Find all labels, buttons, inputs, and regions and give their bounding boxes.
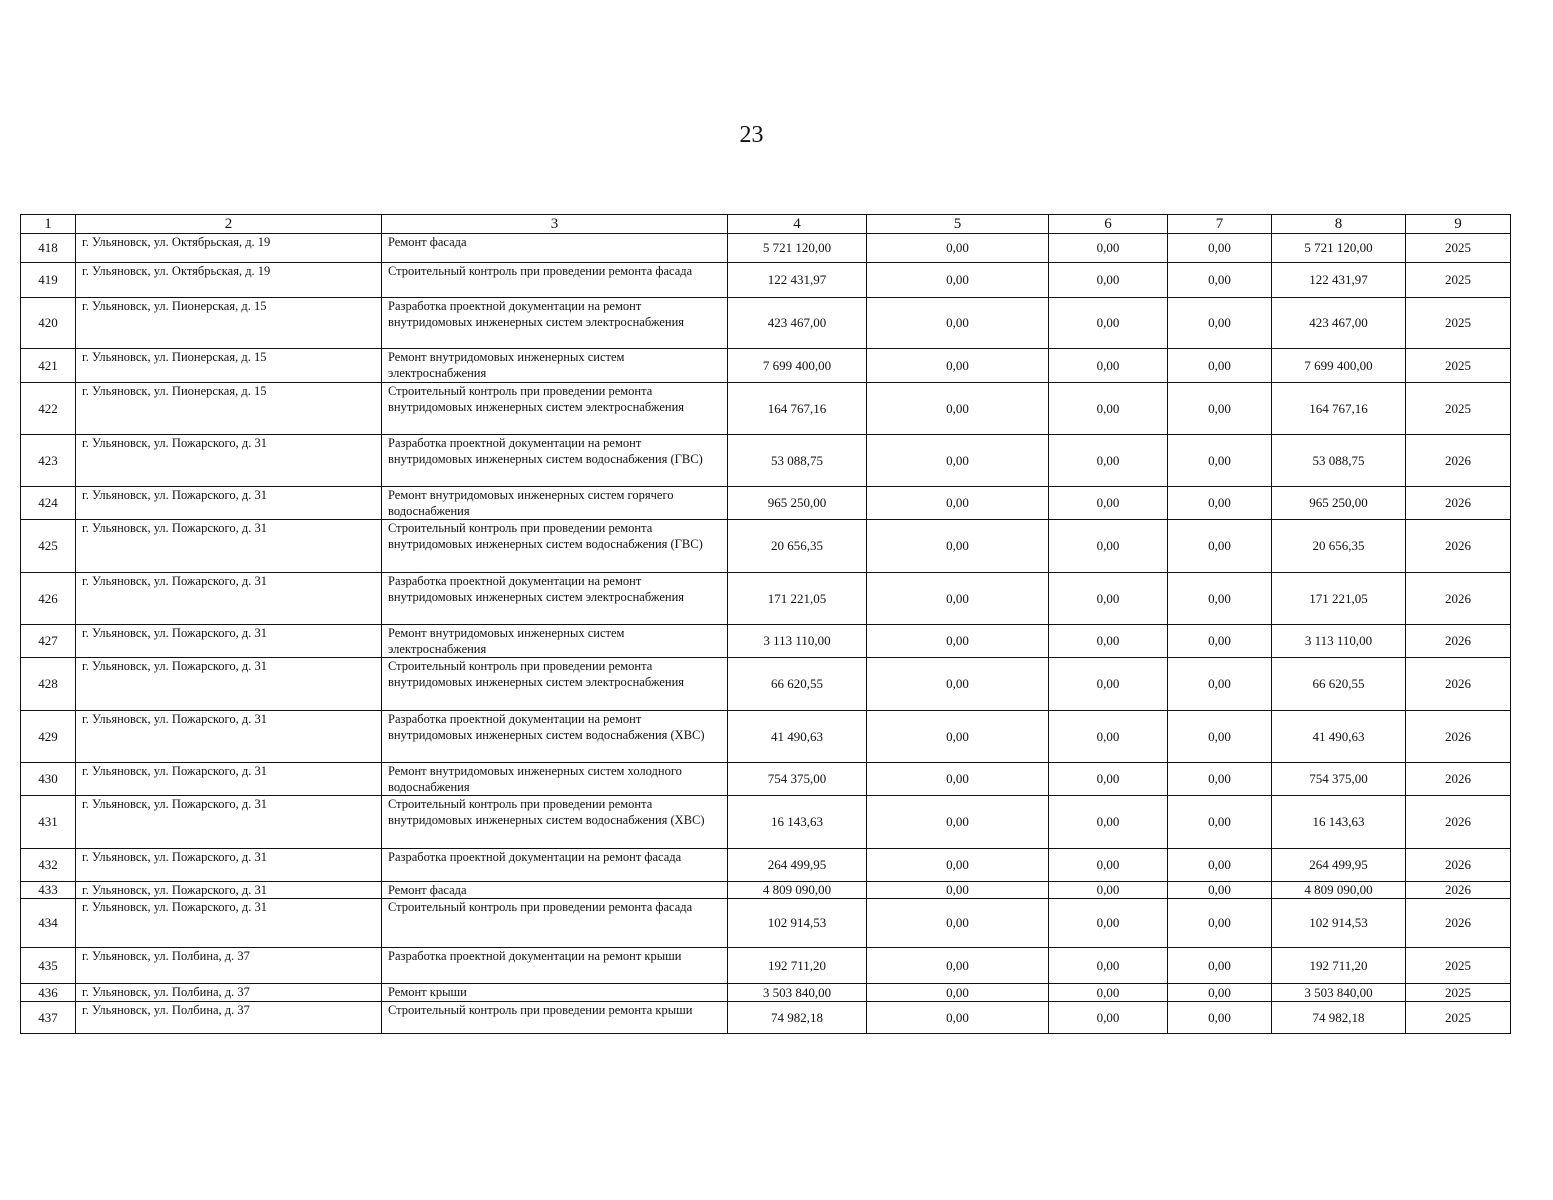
amount-col6-cell: 0,00 — [1049, 435, 1168, 487]
table-row — [21, 298, 1511, 349]
amount-col8-cell: 7 699 400,00 — [1272, 349, 1406, 383]
column-header: 2 — [76, 215, 382, 234]
amount-col8-cell: 53 088,75 — [1272, 435, 1406, 487]
year-cell: 2026 — [1406, 435, 1511, 487]
amount-total-cell: 965 250,00 — [728, 487, 867, 520]
column-header: 7 — [1168, 215, 1272, 234]
amount-col8-cell: 754 375,00 — [1272, 763, 1406, 796]
year-cell: 2026 — [1406, 520, 1511, 573]
amount-col5-cell: 0,00 — [867, 298, 1049, 349]
amount-col8-cell: 264 499,95 — [1272, 849, 1406, 882]
year-cell: 2026 — [1406, 658, 1511, 711]
amount-col8-cell: 74 982,18 — [1272, 1002, 1406, 1034]
amount-total-cell: 7 699 400,00 — [728, 349, 867, 383]
amount-col7-cell: 0,00 — [1168, 625, 1272, 658]
column-header: 9 — [1406, 215, 1511, 234]
address-cell: г. Ульяновск, ул. Пожарского, д. 31 — [76, 487, 382, 520]
amount-col6-cell: 0,00 — [1049, 625, 1168, 658]
amount-col6-cell: 0,00 — [1049, 711, 1168, 763]
year-cell: 2026 — [1406, 487, 1511, 520]
year-cell: 2026 — [1406, 796, 1511, 849]
work-description-cell: Разработка проектной документации на ремонт фасада — [382, 849, 728, 882]
amount-col5-cell: 0,00 — [867, 625, 1049, 658]
amount-total-cell: 171 221,05 — [728, 573, 867, 625]
amount-total-cell: 74 982,18 — [728, 1002, 867, 1034]
table-row — [21, 1002, 1511, 1034]
address-cell: г. Ульяновск, ул. Пионерская, д. 15 — [76, 383, 382, 435]
row-number: 431 — [21, 796, 76, 849]
row-number: 430 — [21, 763, 76, 796]
amount-col6-cell: 0,00 — [1049, 573, 1168, 625]
amount-total-cell: 192 711,20 — [728, 948, 867, 984]
address-cell: г. Ульяновск, ул. Пожарского, д. 31 — [76, 625, 382, 658]
work-description-cell: Ремонт внутридомовых инженерных систем электроснабжения — [382, 349, 728, 383]
row-number: 419 — [21, 263, 76, 298]
year-cell: 2025 — [1406, 1002, 1511, 1034]
amount-col6-cell: 0,00 — [1049, 763, 1168, 796]
amount-total-cell: 5 721 120,00 — [728, 234, 867, 263]
column-header: 1 — [21, 215, 76, 234]
address-cell: г. Ульяновск, ул. Пожарского, д. 31 — [76, 796, 382, 849]
amount-col8-cell: 965 250,00 — [1272, 487, 1406, 520]
amount-total-cell: 122 431,97 — [728, 263, 867, 298]
amount-col8-cell: 3 503 840,00 — [1272, 984, 1406, 1002]
amount-total-cell: 3 503 840,00 — [728, 984, 867, 1002]
amount-col5-cell: 0,00 — [867, 1002, 1049, 1034]
table-row — [21, 435, 1511, 487]
table-row — [21, 984, 1511, 1002]
row-number: 426 — [21, 573, 76, 625]
work-description-cell: Разработка проектной документации на ремонт внутридомовых инженерных систем водоснабжения (ГВС) — [382, 435, 728, 487]
amount-col7-cell: 0,00 — [1168, 1002, 1272, 1034]
work-description-cell: Строительный контроль при проведении ремонта внутридомовых инженерных систем водоснабжения (ГВС) — [382, 520, 728, 573]
address-cell: г. Ульяновск, ул. Полбина, д. 37 — [76, 948, 382, 984]
work-description-cell: Строительный контроль при проведении ремонта фасада — [382, 899, 728, 948]
work-description-cell: Разработка проектной документации на ремонт внутридомовых инженерных систем водоснабжения (ХВС) — [382, 711, 728, 763]
amount-total-cell: 754 375,00 — [728, 763, 867, 796]
address-cell: г. Ульяновск, ул. Пожарского, д. 31 — [76, 763, 382, 796]
amount-total-cell: 4 809 090,00 — [728, 882, 867, 899]
table-row — [21, 263, 1511, 298]
amount-col5-cell: 0,00 — [867, 763, 1049, 796]
table-row — [21, 711, 1511, 763]
amount-col8-cell: 171 221,05 — [1272, 573, 1406, 625]
work-description-cell: Ремонт фасада — [382, 882, 728, 899]
table-row — [21, 520, 1511, 573]
amount-col6-cell: 0,00 — [1049, 487, 1168, 520]
address-cell: г. Ульяновск, ул. Пожарского, д. 31 — [76, 520, 382, 573]
amount-col7-cell: 0,00 — [1168, 435, 1272, 487]
amount-col6-cell: 0,00 — [1049, 882, 1168, 899]
repair-schedule-table — [20, 214, 1511, 1034]
work-description-cell: Ремонт внутридомовых инженерных систем холодного водоснабжения — [382, 763, 728, 796]
amount-col5-cell: 0,00 — [867, 263, 1049, 298]
amount-total-cell: 102 914,53 — [728, 899, 867, 948]
column-header: 6 — [1049, 215, 1168, 234]
amount-col6-cell: 0,00 — [1049, 984, 1168, 1002]
amount-col5-cell: 0,00 — [867, 487, 1049, 520]
amount-col6-cell: 0,00 — [1049, 349, 1168, 383]
table-row — [21, 234, 1511, 263]
year-cell: 2025 — [1406, 234, 1511, 263]
table-row — [21, 849, 1511, 882]
table-row — [21, 658, 1511, 711]
address-cell: г. Ульяновск, ул. Пожарского, д. 31 — [76, 899, 382, 948]
amount-col6-cell: 0,00 — [1049, 1002, 1168, 1034]
amount-col7-cell: 0,00 — [1168, 763, 1272, 796]
amount-col5-cell: 0,00 — [867, 984, 1049, 1002]
work-description-cell: Ремонт внутридомовых инженерных систем горячего водоснабжения — [382, 487, 728, 520]
work-description-cell: Строительный контроль при проведении ремонта внутридомовых инженерных систем электроснабжения — [382, 383, 728, 435]
amount-col5-cell: 0,00 — [867, 520, 1049, 573]
year-cell: 2025 — [1406, 383, 1511, 435]
row-number: 418 — [21, 234, 76, 263]
amount-col8-cell: 5 721 120,00 — [1272, 234, 1406, 263]
amount-col6-cell: 0,00 — [1049, 263, 1168, 298]
amount-col8-cell: 423 467,00 — [1272, 298, 1406, 349]
amount-col7-cell: 0,00 — [1168, 796, 1272, 849]
amount-total-cell: 41 490,63 — [728, 711, 867, 763]
table-row — [21, 882, 1511, 899]
page-number: 23 — [739, 122, 764, 148]
work-description-cell: Строительный контроль при проведении ремонта внутридомовых инженерных систем водоснабжения (ХВС) — [382, 796, 728, 849]
row-number: 436 — [21, 984, 76, 1002]
amount-col8-cell: 20 656,35 — [1272, 520, 1406, 573]
amount-col5-cell: 0,00 — [867, 383, 1049, 435]
address-cell: г. Ульяновск, ул. Полбина, д. 37 — [76, 984, 382, 1002]
amount-col5-cell: 0,00 — [867, 796, 1049, 849]
amount-col6-cell: 0,00 — [1049, 520, 1168, 573]
row-number: 435 — [21, 948, 76, 984]
year-cell: 2026 — [1406, 573, 1511, 625]
address-cell: г. Ульяновск, ул. Пожарского, д. 31 — [76, 658, 382, 711]
amount-col7-cell: 0,00 — [1168, 882, 1272, 899]
amount-col7-cell: 0,00 — [1168, 899, 1272, 948]
amount-col6-cell: 0,00 — [1049, 796, 1168, 849]
table-row — [21, 383, 1511, 435]
address-cell: г. Ульяновск, ул. Октябрьская, д. 19 — [76, 234, 382, 263]
amount-col8-cell: 4 809 090,00 — [1272, 882, 1406, 899]
work-description-cell: Строительный контроль при проведении ремонта фасада — [382, 263, 728, 298]
work-description-cell: Разработка проектной документации на ремонт внутридомовых инженерных систем электроснабжения — [382, 573, 728, 625]
table-row — [21, 349, 1511, 383]
year-cell: 2025 — [1406, 984, 1511, 1002]
row-number: 425 — [21, 520, 76, 573]
amount-col7-cell: 0,00 — [1168, 658, 1272, 711]
amount-col5-cell: 0,00 — [867, 658, 1049, 711]
amount-col6-cell: 0,00 — [1049, 899, 1168, 948]
amount-total-cell: 66 620,55 — [728, 658, 867, 711]
table-row — [21, 573, 1511, 625]
amount-total-cell: 53 088,75 — [728, 435, 867, 487]
address-cell: г. Ульяновск, ул. Пионерская, д. 15 — [76, 298, 382, 349]
amount-col7-cell: 0,00 — [1168, 984, 1272, 1002]
amount-col7-cell: 0,00 — [1168, 711, 1272, 763]
row-number: 421 — [21, 349, 76, 383]
amount-col7-cell: 0,00 — [1168, 349, 1272, 383]
amount-col6-cell: 0,00 — [1049, 383, 1168, 435]
column-header: 8 — [1272, 215, 1406, 234]
amount-col6-cell: 0,00 — [1049, 948, 1168, 984]
work-description-cell: Разработка проектной документации на ремонт внутридомовых инженерных систем электроснабжения — [382, 298, 728, 349]
amount-col8-cell: 16 143,63 — [1272, 796, 1406, 849]
table-row — [21, 899, 1511, 948]
table-row — [21, 948, 1511, 984]
amount-col5-cell: 0,00 — [867, 234, 1049, 263]
year-cell: 2026 — [1406, 763, 1511, 796]
work-description-cell: Ремонт внутридомовых инженерных систем электроснабжения — [382, 625, 728, 658]
amount-total-cell: 164 767,16 — [728, 383, 867, 435]
amount-col6-cell: 0,00 — [1049, 298, 1168, 349]
row-number: 422 — [21, 383, 76, 435]
address-cell: г. Ульяновск, ул. Пожарского, д. 31 — [76, 849, 382, 882]
amount-col7-cell: 0,00 — [1168, 849, 1272, 882]
year-cell: 2025 — [1406, 298, 1511, 349]
year-cell: 2026 — [1406, 882, 1511, 899]
address-cell: г. Ульяновск, ул. Пожарского, д. 31 — [76, 882, 382, 899]
work-description-cell: Разработка проектной документации на ремонт крыши — [382, 948, 728, 984]
amount-col7-cell: 0,00 — [1168, 487, 1272, 520]
row-number: 427 — [21, 625, 76, 658]
work-description-cell: Ремонт крыши — [382, 984, 728, 1002]
amount-total-cell: 264 499,95 — [728, 849, 867, 882]
year-cell: 2026 — [1406, 849, 1511, 882]
column-header: 4 — [728, 215, 867, 234]
amount-total-cell: 20 656,35 — [728, 520, 867, 573]
year-cell: 2025 — [1406, 948, 1511, 984]
column-header: 3 — [382, 215, 728, 234]
work-description-cell: Строительный контроль при проведении ремонта внутридомовых инженерных систем электроснабжения — [382, 658, 728, 711]
year-cell: 2026 — [1406, 625, 1511, 658]
address-cell: г. Ульяновск, ул. Пожарского, д. 31 — [76, 711, 382, 763]
row-number: 428 — [21, 658, 76, 711]
amount-col5-cell: 0,00 — [867, 711, 1049, 763]
row-number: 432 — [21, 849, 76, 882]
row-number: 424 — [21, 487, 76, 520]
work-description-cell: Ремонт фасада — [382, 234, 728, 263]
address-cell: г. Ульяновск, ул. Пионерская, д. 15 — [76, 349, 382, 383]
amount-col7-cell: 0,00 — [1168, 948, 1272, 984]
amount-col5-cell: 0,00 — [867, 882, 1049, 899]
amount-col5-cell: 0,00 — [867, 899, 1049, 948]
amount-col5-cell: 0,00 — [867, 349, 1049, 383]
address-cell: г. Ульяновск, ул. Пожарского, д. 31 — [76, 435, 382, 487]
table-row — [21, 625, 1511, 658]
column-number-row — [21, 215, 1511, 234]
amount-col7-cell: 0,00 — [1168, 298, 1272, 349]
amount-col7-cell: 0,00 — [1168, 263, 1272, 298]
address-cell: г. Ульяновск, ул. Пожарского, д. 31 — [76, 573, 382, 625]
amount-total-cell: 423 467,00 — [728, 298, 867, 349]
amount-col8-cell: 66 620,55 — [1272, 658, 1406, 711]
year-cell: 2025 — [1406, 263, 1511, 298]
amount-col5-cell: 0,00 — [867, 573, 1049, 625]
amount-col6-cell: 0,00 — [1049, 849, 1168, 882]
row-number: 423 — [21, 435, 76, 487]
year-cell: 2026 — [1406, 711, 1511, 763]
amount-col8-cell: 122 431,97 — [1272, 263, 1406, 298]
amount-col6-cell: 0,00 — [1049, 658, 1168, 711]
amount-col8-cell: 192 711,20 — [1272, 948, 1406, 984]
amount-col8-cell: 3 113 110,00 — [1272, 625, 1406, 658]
amount-col8-cell: 41 490,63 — [1272, 711, 1406, 763]
table-row — [21, 763, 1511, 796]
year-cell: 2026 — [1406, 899, 1511, 948]
amount-col7-cell: 0,00 — [1168, 520, 1272, 573]
table-row — [21, 487, 1511, 520]
amount-col7-cell: 0,00 — [1168, 234, 1272, 263]
row-number: 434 — [21, 899, 76, 948]
amount-total-cell: 3 113 110,00 — [728, 625, 867, 658]
row-number: 433 — [21, 882, 76, 899]
address-cell: г. Ульяновск, ул. Полбина, д. 37 — [76, 1002, 382, 1034]
amount-col8-cell: 102 914,53 — [1272, 899, 1406, 948]
address-cell: г. Ульяновск, ул. Октябрьская, д. 19 — [76, 263, 382, 298]
amount-col7-cell: 0,00 — [1168, 383, 1272, 435]
amount-col6-cell: 0,00 — [1049, 234, 1168, 263]
column-header: 5 — [867, 215, 1049, 234]
work-description-cell: Строительный контроль при проведении ремонта крыши — [382, 1002, 728, 1034]
table-row — [21, 796, 1511, 849]
row-number: 420 — [21, 298, 76, 349]
amount-col5-cell: 0,00 — [867, 435, 1049, 487]
year-cell: 2025 — [1406, 349, 1511, 383]
amount-col8-cell: 164 767,16 — [1272, 383, 1406, 435]
amount-col5-cell: 0,00 — [867, 948, 1049, 984]
row-number: 429 — [21, 711, 76, 763]
amount-col5-cell: 0,00 — [867, 849, 1049, 882]
row-number: 437 — [21, 1002, 76, 1034]
amount-col7-cell: 0,00 — [1168, 573, 1272, 625]
amount-total-cell: 16 143,63 — [728, 796, 867, 849]
